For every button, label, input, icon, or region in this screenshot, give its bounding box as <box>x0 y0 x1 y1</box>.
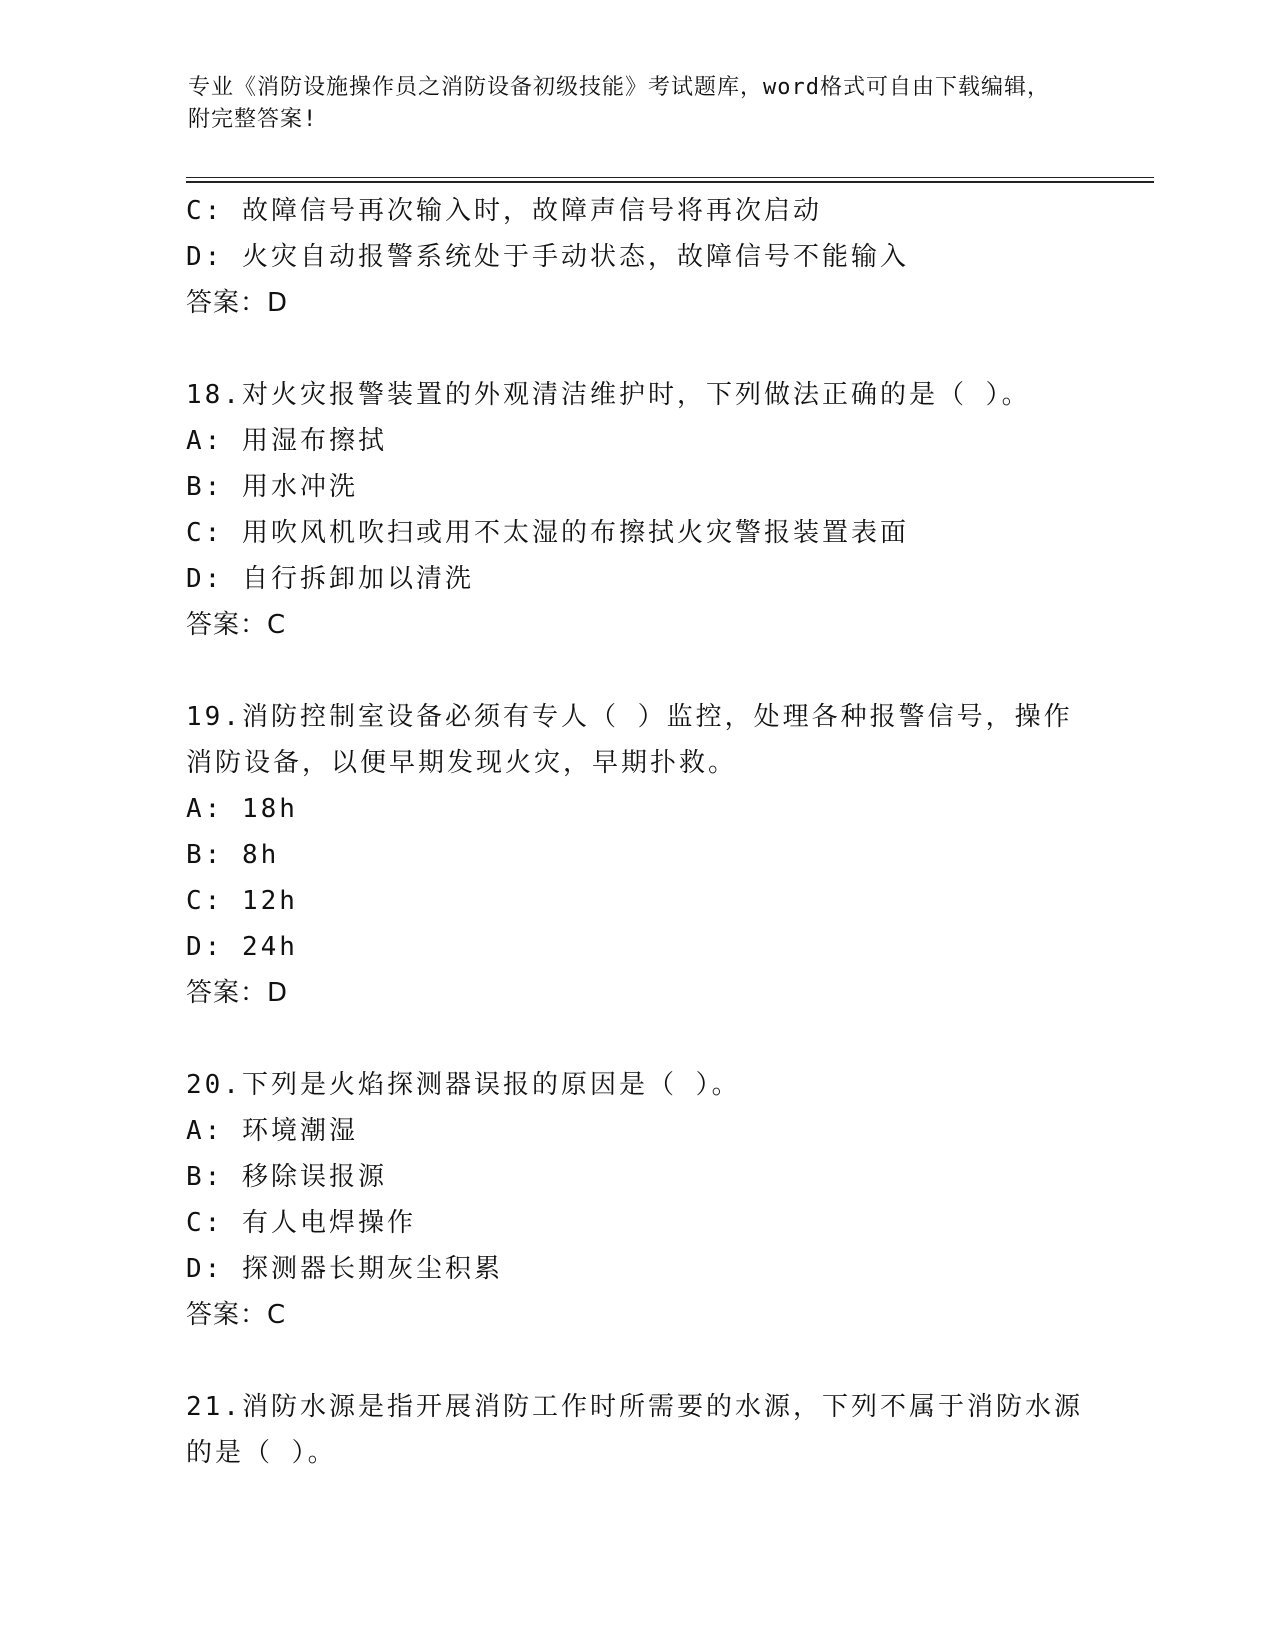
question-21 <box>186 1384 1086 1476</box>
option-a: A: 环境潮湿 <box>186 1116 358 1146</box>
header-rule-thin <box>186 177 1154 178</box>
spacer <box>186 1338 1086 1384</box>
option-d: D: 自行拆卸加以清洗 <box>186 564 474 594</box>
option-b: B: 8h <box>186 840 280 870</box>
option-a: A: 18h <box>186 794 298 824</box>
document-header: 专业《消防设施操作员之消防设备初级技能》考试题库，word格式可自由下载编辑，附完整答案! <box>188 75 1050 132</box>
option-b: B: 移除误报源 <box>186 1162 387 1192</box>
option-d: D: 火灾自动报警系统处于手动状态，故障信号不能输入 <box>186 242 909 272</box>
question-text: 21.消防水源是指开展消防工作时所需要的水源，下列不属于消防水源的是（ ）。 <box>186 1392 1083 1468</box>
option-c: C: 12h <box>186 886 298 916</box>
answer: 答案：C <box>186 1300 287 1330</box>
spacer <box>186 648 1086 694</box>
question-19 <box>186 694 1086 1016</box>
option-c: C: 故障信号再次输入时，故障声信号将再次启动 <box>186 196 822 226</box>
question-text: 18.对火灾报警装置的外观清洁维护时，下列做法正确的是（ ）。 <box>186 380 1031 410</box>
option-d: D: 探测器长期灰尘积累 <box>186 1254 503 1284</box>
answer: 答案：D <box>186 978 289 1008</box>
option-c: C: 有人电焊操作 <box>186 1208 416 1238</box>
answer: 答案：C <box>186 610 287 640</box>
header-rule-thick <box>186 181 1154 183</box>
answer: 答案：D <box>186 288 289 318</box>
option-c: C: 用吹风机吹扫或用不太湿的布擦拭火灾警报装置表面 <box>186 518 909 548</box>
option-d: D: 24h <box>186 932 298 962</box>
question-18 <box>186 372 1086 648</box>
spacer <box>186 326 1086 372</box>
question-list <box>186 188 1086 1476</box>
option-b: B: 用水冲洗 <box>186 472 358 502</box>
question-text: 20.下列是火焰探测器误报的原因是（ ）。 <box>186 1070 741 1100</box>
question-20 <box>186 1062 1086 1338</box>
question-text: 19.消防控制室设备必须有专人（ ）监控，处理各种报警信号，操作消防设备，以便早期发现火灾，早期扑救。 <box>186 702 1073 778</box>
spacer <box>186 1016 1086 1062</box>
option-a: A: 用湿布擦拭 <box>186 426 387 456</box>
